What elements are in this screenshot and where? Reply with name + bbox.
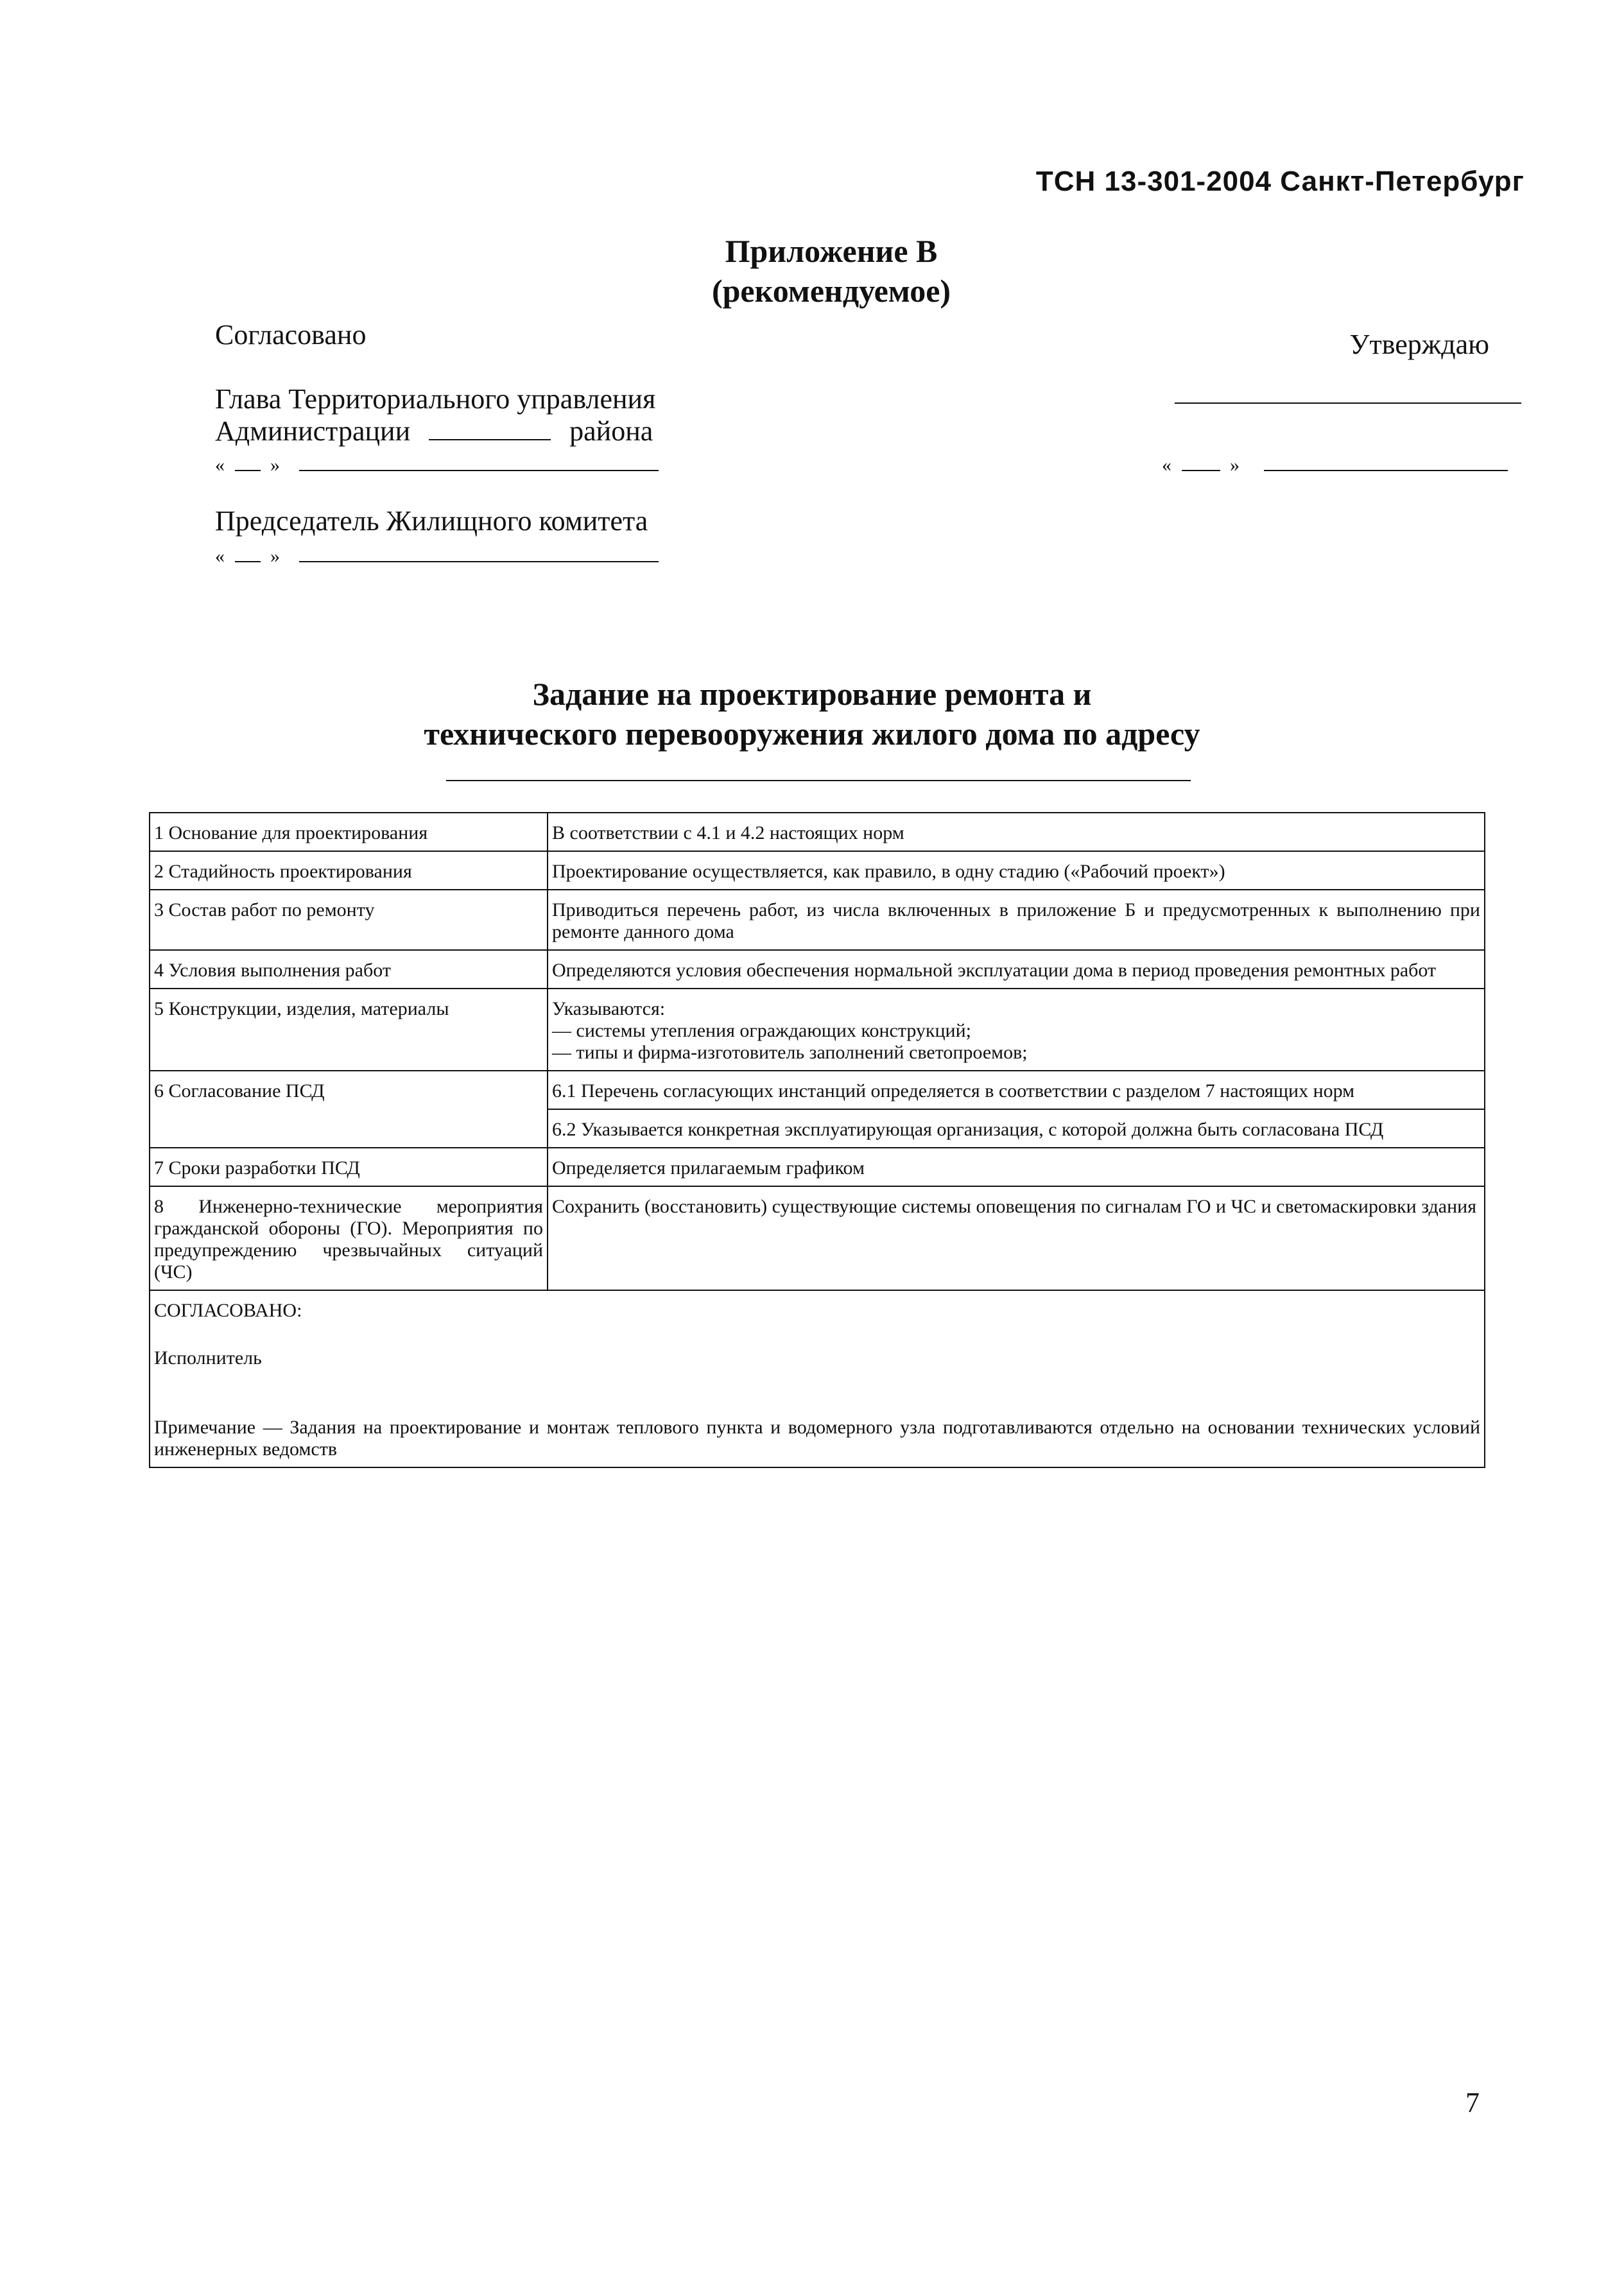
- row-label: 8 Инженерно-технические мероприятия гражданской обороны (ГО). Мероприятия по предупреждению чрезвычайных ситуаций (ЧС): [150, 1186, 548, 1290]
- chairman-signature-blank: [299, 560, 659, 562]
- row-value: Указываются: — системы утепления ограждающих конструкций; — типы и фирма-изготовитель заполнений светопроемов;: [548, 989, 1485, 1071]
- table-row: [150, 813, 1485, 851]
- head-line-2-district: района: [569, 415, 653, 447]
- table-row: [150, 851, 1485, 890]
- row-label: 5 Конструкции, изделия, материалы: [150, 989, 548, 1071]
- document-title: [0, 674, 1624, 754]
- row-value: Проектирование осуществляется, как правило, в одну стадию («Рабочий проект»): [548, 851, 1485, 890]
- chairman-label: Председатель Жилищного комитета: [215, 505, 648, 537]
- appendix-title: Приложение В: [725, 233, 938, 269]
- approve-signature-blank: [1175, 402, 1521, 404]
- table-row: [150, 950, 1485, 989]
- appendix-heading: [0, 231, 1624, 311]
- table-footer-row: [150, 1290, 1485, 1467]
- address-blank: [446, 780, 1191, 781]
- table-row: [150, 989, 1485, 1071]
- page-number: 7: [1465, 2087, 1480, 2118]
- row-label: 1 Основание для проектирования: [150, 813, 548, 851]
- row-value: Определяется прилагаемым графиком: [548, 1148, 1485, 1186]
- row-label: 3 Состав работ по ремонту: [150, 890, 548, 950]
- approve-label: Утверждаю: [1349, 329, 1489, 360]
- row-value: 6.1 Перечень согласующих инстанций определяется в соответствии с разделом 7 настоящих норм: [548, 1071, 1485, 1109]
- row-value: 6.2 Указывается конкретная эксплуатирующая организация, с которой должна быть согласована ПСД: [548, 1109, 1485, 1148]
- row-label: 7 Сроки разработки ПСД: [150, 1148, 548, 1186]
- row-label: 2 Стадийность проектирования: [150, 851, 548, 890]
- approve-date-blank: [1264, 469, 1508, 471]
- table-row: [150, 890, 1485, 950]
- head-line-2-admin: Администрации: [215, 415, 411, 447]
- footer-executor: Исполнитель: [154, 1347, 262, 1369]
- row-value: Приводиться перечень работ, из числа включенных в приложение Б и предусмотренных к выполнению при ремонте данного дома: [548, 890, 1485, 950]
- head-date-line: « »: [215, 454, 659, 476]
- head-line-1: Глава Территориального управления: [215, 383, 656, 415]
- table-row: [150, 1071, 1485, 1109]
- task-table: [149, 812, 1485, 1468]
- head-line-2: [215, 414, 653, 449]
- row-value: В соответствии с 4.1 и 4.2 настоящих норм: [548, 813, 1485, 851]
- table-row: [150, 1186, 1485, 1290]
- document-title-line-1: Задание на проектирование ремонта и: [532, 676, 1092, 712]
- agreed-label: Согласовано: [215, 319, 367, 350]
- table-footer: [150, 1290, 1485, 1467]
- row-label: 4 Условия выполнения работ: [150, 950, 548, 989]
- footer-note: Примечание — Задания на проектирование и монтаж теплового пункта и водомерного узла подготавливаются отдельно на основании технических условий инженерных ведомств: [154, 1417, 1480, 1460]
- document-title-line-2: технического перевооружения жилого дома по адресу: [424, 716, 1200, 752]
- footer-agreed: СОГЛАСОВАНО:: [154, 1300, 302, 1321]
- head-signature-blank: [299, 469, 659, 471]
- row-label: 6 Согласование ПСД: [150, 1071, 548, 1148]
- row-value: Определяются условия обеспечения нормальной эксплуатации дома в период проведения ремонтных работ: [548, 950, 1485, 989]
- district-blank: [429, 438, 551, 440]
- running-header-code: ТСН 13-301-2004 Санкт-Петербург: [1035, 166, 1525, 197]
- row-value: Сохранить (восстановить) существующие системы оповещения по сигналам ГО и ЧС и светомаскировки здания: [548, 1186, 1485, 1290]
- appendix-subtitle: (рекомендуемое): [711, 273, 951, 309]
- approve-date-line: « »: [1162, 454, 1508, 476]
- chairman-date-line: « »: [215, 546, 659, 567]
- table-row: [150, 1148, 1485, 1186]
